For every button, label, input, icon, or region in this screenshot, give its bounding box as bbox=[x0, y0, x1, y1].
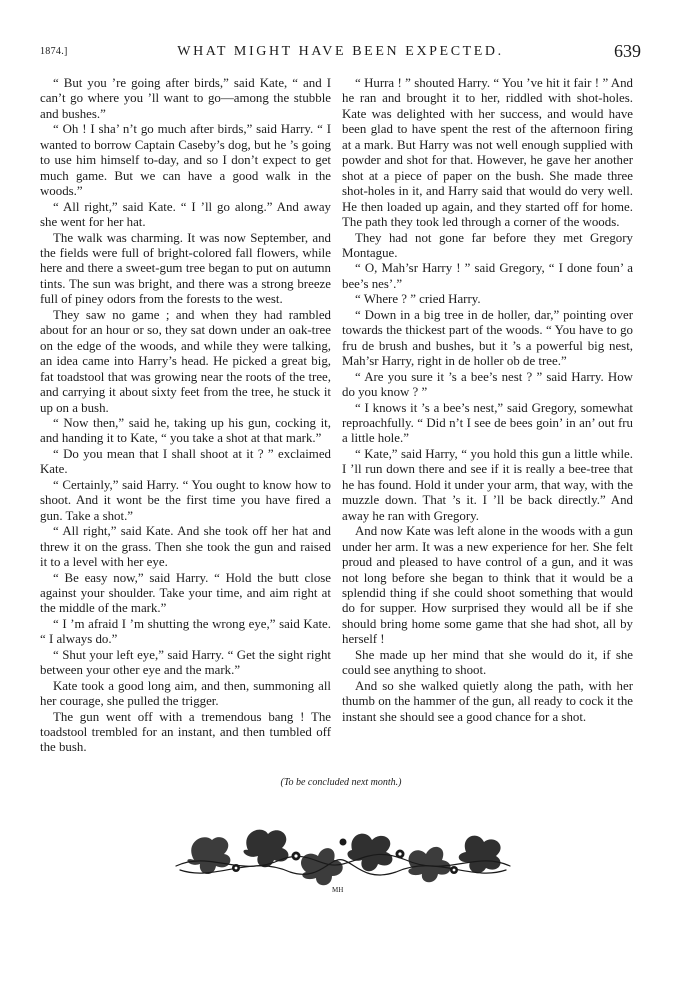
paragraph: “ Down in a big tree in de holler, dar,” pointing over towards the thickest part of the woods. “ You have to go fru de brush and bushes, but it ’s a powerful big nest, Mah’sr Harry, right in de holler ob de tree.” bbox=[342, 307, 633, 369]
paragraph: “ Hurra ! ” shouted Harry. “ You ’ve hit it fair ! ” And he ran and brought it to her, riddled with shot-holes. Kate was delighted with her success, and would have been glad to have spent the rest of the afternoon firing at a mark. But Harry was not well enough supplied with powder and shot for that. However, he gave her another shot at a piece of paper on the bush. She made three shot-holes in it, and Harry said that would do very well. He then loaded up again, and they started off for home. The path they took led through a corner of the woods. bbox=[342, 76, 633, 230]
paragraph: And so she walked quietly along the path, with her thumb on the hammer of the gun, all ready to cock it the instant she should see a good chance for a shot. bbox=[342, 678, 633, 724]
paragraph: “ Do you mean that I shall shoot at it ? ” exclaimed Kate. bbox=[40, 446, 331, 477]
continuation-note: (To be concluded next month.) bbox=[280, 777, 402, 788]
running-header bbox=[40, 41, 641, 66]
paragraph: They saw no game ; and when they had rambled about for an hour or so, they sat down under an oak-tree on the edge of the woods, and while they were talking, an idea came into Harry’s head. He picked a great big, fat toadstool that was growing near the roots of the tree, and carrying it about sixty feet from the tree, he stuck it up on a bush. bbox=[40, 307, 331, 415]
paragraph: “ Where ? ” cried Harry. bbox=[355, 292, 481, 307]
paragraph: “ Certainly,” said Harry. “ You ought to know how to shoot. And it wont be the first time you have fired a gun. Take a shot.” bbox=[40, 477, 331, 523]
paragraph: “ Be easy now,” said Harry. “ Hold the butt close against your shoulder. Take your time, and aim right at the middle of the mark.” bbox=[40, 570, 331, 616]
paragraph: “ Now then,” said he, taking up his gun, cocking it, and handing it to Kate, “ you take a shot at that mark.” bbox=[40, 415, 331, 446]
header-title: WHAT MIGHT HAVE BEEN EXPECTED. bbox=[177, 44, 504, 59]
paragraph: “ Shut your left eye,” said Harry. “ Get the sight right between your other eye and the mark.” bbox=[40, 647, 331, 678]
paragraph: She made up her mind that she would do it, if she could see anything to shoot. bbox=[342, 647, 633, 678]
text-columns bbox=[40, 76, 642, 762]
paragraph: The gun went off with a tremendous bang ! The toadstool trembled for an instant, and then tumbled off the bush. bbox=[40, 709, 331, 755]
paragraph: Kate took a good long aim, and then, summoning all her courage, she pulled the trigger. bbox=[40, 678, 331, 709]
paragraph: “ Are you sure it ’s a bee’s nest ? ” said Harry. How do you know ? ” bbox=[342, 369, 633, 400]
paragraph: “ I knows it ’s a bee’s nest,” said Gregory, somewhat reproachfully. “ Did n’t I see de bees goin’ in an’ out fru a little hole.” bbox=[342, 400, 633, 446]
left-column bbox=[40, 76, 331, 756]
header-year: 1874.] bbox=[40, 46, 68, 57]
paragraph: “ O, Mah’sr Harry ! ” said Gregory, “ I done foun’ a bee’s nes’.” bbox=[342, 261, 633, 291]
ornament-monogram: MH bbox=[332, 886, 344, 894]
paragraph: The walk was charming. It was now September, and the fields were full of bright-colored fall flowers, while here and there a sweet-gum tree began to put on autumn tints. The sun was bright, and there was a strong breeze full of piney odors from the forests to the west. bbox=[40, 230, 331, 307]
paragraph: And now Kate was left alone in the woods with a gun under her arm. It was a new experience for her. She felt proud and pleased to have control of a gun, and it was not long before she began to think that it would be a splendid thing if she could shoot something that would do for supper. How surprised they would all be if she should bring home some game that she had shot, all by herself ! bbox=[342, 524, 633, 647]
right-column bbox=[342, 76, 633, 725]
foliage-ornament-icon bbox=[170, 820, 516, 898]
paragraph: “ I ’m afraid I ’m shutting the wrong eye,” said Kate. “ I always do.” bbox=[40, 616, 331, 647]
page-number: 639 bbox=[614, 41, 641, 61]
paragraph: “ Oh ! I sha’ n’t go much after birds,” said Harry. “ I wanted to borrow Captain Caseby’s dog, but he ’s going to use him himself to-day, and so I don’t expect to get much game. But we can have a good walk in the woods.” bbox=[40, 122, 331, 199]
paragraph: They had not gone far before they met Gregory Montague. bbox=[342, 230, 633, 260]
paragraph: “ All right,” said Kate. And she took off her hat and threw it on the grass. Then she took the gun and raised it to a level with her eye. bbox=[40, 524, 331, 570]
paragraph: “ But you ’re going after birds,” said Kate, “ and I can’t go where you ’ll want to go—among the stubble and bushes.” bbox=[40, 76, 331, 121]
paragraph: “ Kate,” said Harry, “ you hold this gun a little while. I ’ll run down there and see if it is really a bee-tree that he has found. Hold it under your arm, that way, with the muzzle down. That ’s it. I ’ll be back directly.” And away he ran with Gregory. bbox=[342, 446, 633, 523]
paragraph: “ All right,” said Kate. “ I ’ll go along.” And away she went for her hat. bbox=[40, 199, 331, 230]
